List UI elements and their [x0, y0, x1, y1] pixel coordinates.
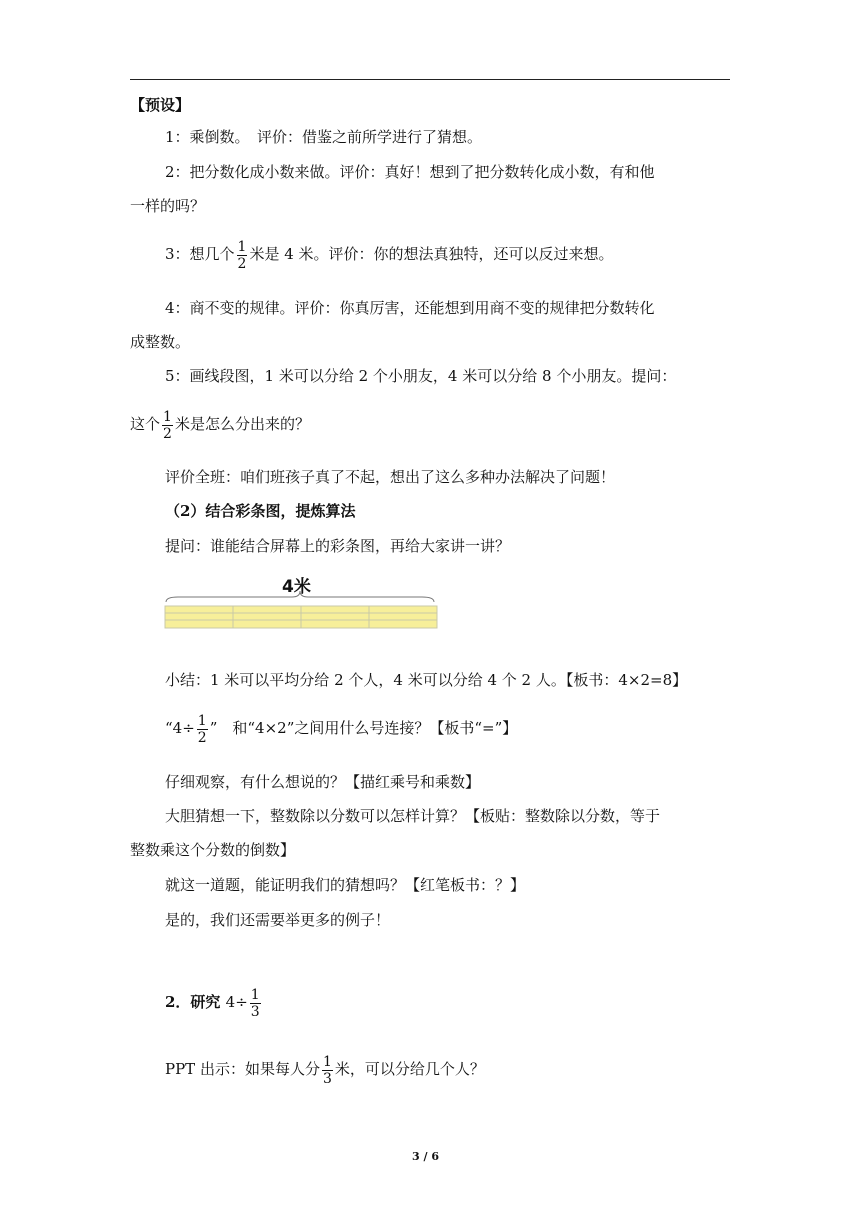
section-2-heading: （2）结合彩条图，提炼算法 [165, 502, 356, 520]
study-heading [165, 980, 263, 1024]
paragraph-3-text-a: 3：想几个 [165, 245, 235, 263]
page-number: 3 / 6 [412, 1150, 439, 1163]
fraction-denominator: 2 [163, 425, 172, 442]
fraction-numerator: 1 [250, 986, 260, 1003]
fraction-numerator: 1 [322, 1053, 332, 1070]
question-symbol [165, 706, 517, 750]
fraction-one-half [237, 239, 248, 272]
paragraph-2a: 2：把分数化成小数来做。评价：真好！想到了把分数转化成小数，有和他 [165, 163, 655, 181]
fraction-numerator: 1 [163, 408, 172, 425]
fraction-one-half [162, 409, 173, 442]
bar-label: 4米 [282, 577, 311, 597]
fraction-one-third [322, 1054, 333, 1087]
paragraph-5a: 5：画线段图，1 米可以分给 2 个小朋友，4 米可以分给 8 个小朋友。提问： [165, 367, 677, 385]
paragraph-5b-text-a: 这个 [130, 415, 161, 433]
paragraph-3 [165, 232, 614, 276]
fraction-denominator: 3 [322, 1070, 332, 1087]
fraction-denominator: 2 [237, 255, 247, 272]
guess-text-b: 整数乘这个分数的倒数】 [130, 841, 296, 859]
fraction-denominator: 2 [197, 729, 207, 746]
conclusion-text: 是的，我们还需要举更多的例子！ [165, 911, 391, 929]
paragraph-3-text-b: 米是 4 米。评价：你的想法真独特，还可以反过来想。 [249, 245, 614, 263]
study-expression: 4÷ [225, 993, 248, 1011]
ppt-text-b: 米，可以分给几个人？ [334, 1060, 485, 1078]
fraction-denominator: 3 [250, 1003, 260, 1020]
prove-text: 就这一道题，能证明我们的猜想吗？【红笔板书：？】 [165, 876, 526, 894]
paragraph-5b [130, 402, 310, 446]
color-bar-diagram [160, 590, 444, 632]
question-symbol-open: “4÷ [165, 719, 195, 737]
fraction-one-half [197, 713, 208, 746]
ppt-text-a: PPT 出示：如果每人分 [165, 1060, 320, 1078]
fraction-one-third [250, 987, 261, 1020]
fraction-numerator: 1 [197, 712, 207, 729]
question-symbol-close: ” 和“4×2”之间用什么号连接？【板书“=”】 [209, 719, 518, 737]
heading: 【预设】 [130, 96, 191, 114]
header-rule [130, 79, 730, 80]
observe-text: 仔细观察，有什么想说的？【描红乘号和乘数】 [165, 773, 481, 791]
paragraph-2b: 一样的吗？ [130, 197, 206, 215]
question-text: 提问：谁能结合屏幕上的彩条图，再给大家讲一讲？ [165, 537, 511, 555]
study-label: 2．研究 [165, 993, 221, 1011]
paragraph-4b: 成整数。 [130, 333, 191, 351]
paragraph-1: 1：乘倒数。 评价：借鉴之前所学进行了猜想。 [165, 128, 483, 146]
paragraph-5b-text-b: 米是怎么分出来的？ [174, 415, 310, 433]
ppt-text [165, 1047, 485, 1091]
paragraph-4a: 4：商不变的规律。评价：你真厉害，还能想到用商不变的规律把分数转化 [165, 299, 655, 317]
guess-text-a: 大胆猜想一下，整数除以分数可以怎样计算？【板贴：整数除以分数，等于 [165, 807, 661, 825]
brace-icon [166, 591, 434, 602]
praise-text: 评价全班：咱们班孩子真了不起，想出了这么多种办法解决了问题！ [165, 468, 616, 486]
fraction-numerator: 1 [237, 238, 247, 255]
summary-text: 小结：1 米可以平均分给 2 个人，4 米可以分给 4 个 2 人。【板书：4×2=8】 [165, 671, 688, 689]
